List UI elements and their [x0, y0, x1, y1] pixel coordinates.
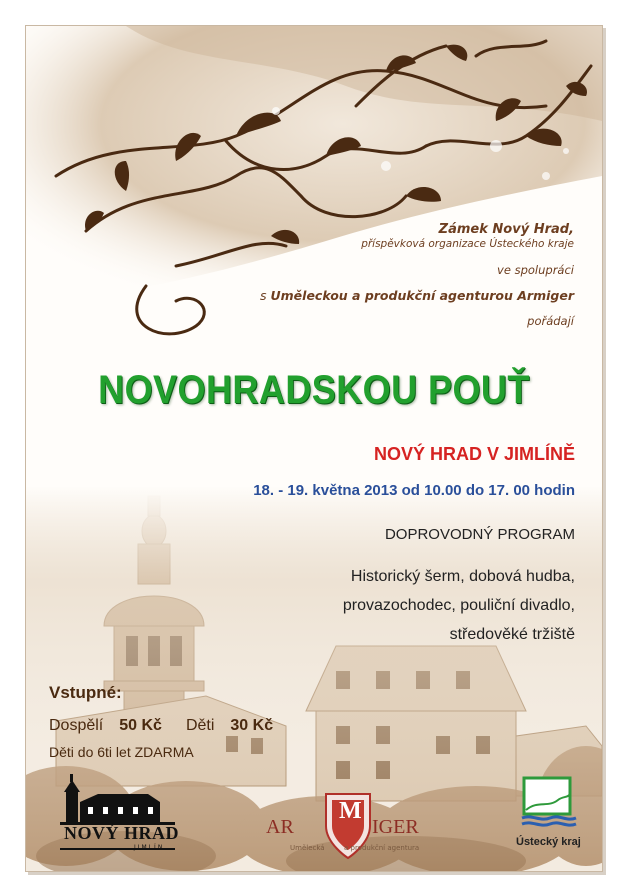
event-place: NOVÝ HRAD V JIMLÍNĚ: [373, 444, 575, 464]
armiger-sub-right: a produkční agentura: [344, 844, 420, 852]
event-title: NOVOHRADSKOU POUŤ: [98, 368, 530, 412]
admission-title: Vstupné:: [49, 683, 122, 702]
organizer-subtitle: příspěvková organizace Ústeckého kraje: [361, 238, 574, 250]
adult-label: Dospělí: [49, 717, 104, 734]
castle-logo-name: NOVÝ HRAD: [64, 823, 179, 843]
agency-prefix: s: [260, 288, 267, 303]
armiger-text-right: IGER: [372, 816, 419, 838]
castle-logo-sub: JIMLÍN: [134, 844, 165, 851]
program-list: [343, 562, 575, 649]
agency-line: [260, 288, 574, 303]
program-line: provazochodec, pouliční divadlo,: [342, 597, 575, 614]
admission-block: [49, 683, 273, 760]
hosts-text: pořádají: [527, 314, 574, 328]
organizer-name: Zámek Nový Hrad,: [438, 222, 574, 237]
cooperation-text: ve spolupráci: [497, 263, 574, 277]
event-date: 18. - 19. května 2013 od 10.00 do 17. 00 hodin: [253, 482, 575, 499]
armiger-sub-left: Umělecká: [290, 844, 325, 852]
child-price: 30 Kč: [230, 717, 274, 734]
agency-name: Uměleckou a produkční agenturou Armiger: [270, 288, 574, 303]
adult-price: 50 Kč: [119, 717, 162, 734]
organizer-block: [260, 222, 574, 328]
child-label: Děti: [185, 717, 215, 734]
program-line: středověké tržiště: [449, 626, 575, 643]
program-heading: DOPROVODNÝ PROGRAM: [384, 526, 575, 543]
poster-card: [25, 25, 603, 872]
armiger-text-m: M: [339, 798, 362, 824]
usti-region-logo-icon: [518, 770, 578, 830]
region-logo-name: Ústecký kraj: [516, 836, 581, 848]
program-line: Historický šerm, dobová hudba,: [350, 568, 575, 585]
admission-prices: [49, 717, 273, 735]
armiger-text-left: AR: [266, 816, 294, 838]
admission-note: Děti do 6ti let ZDARMA: [49, 744, 194, 760]
